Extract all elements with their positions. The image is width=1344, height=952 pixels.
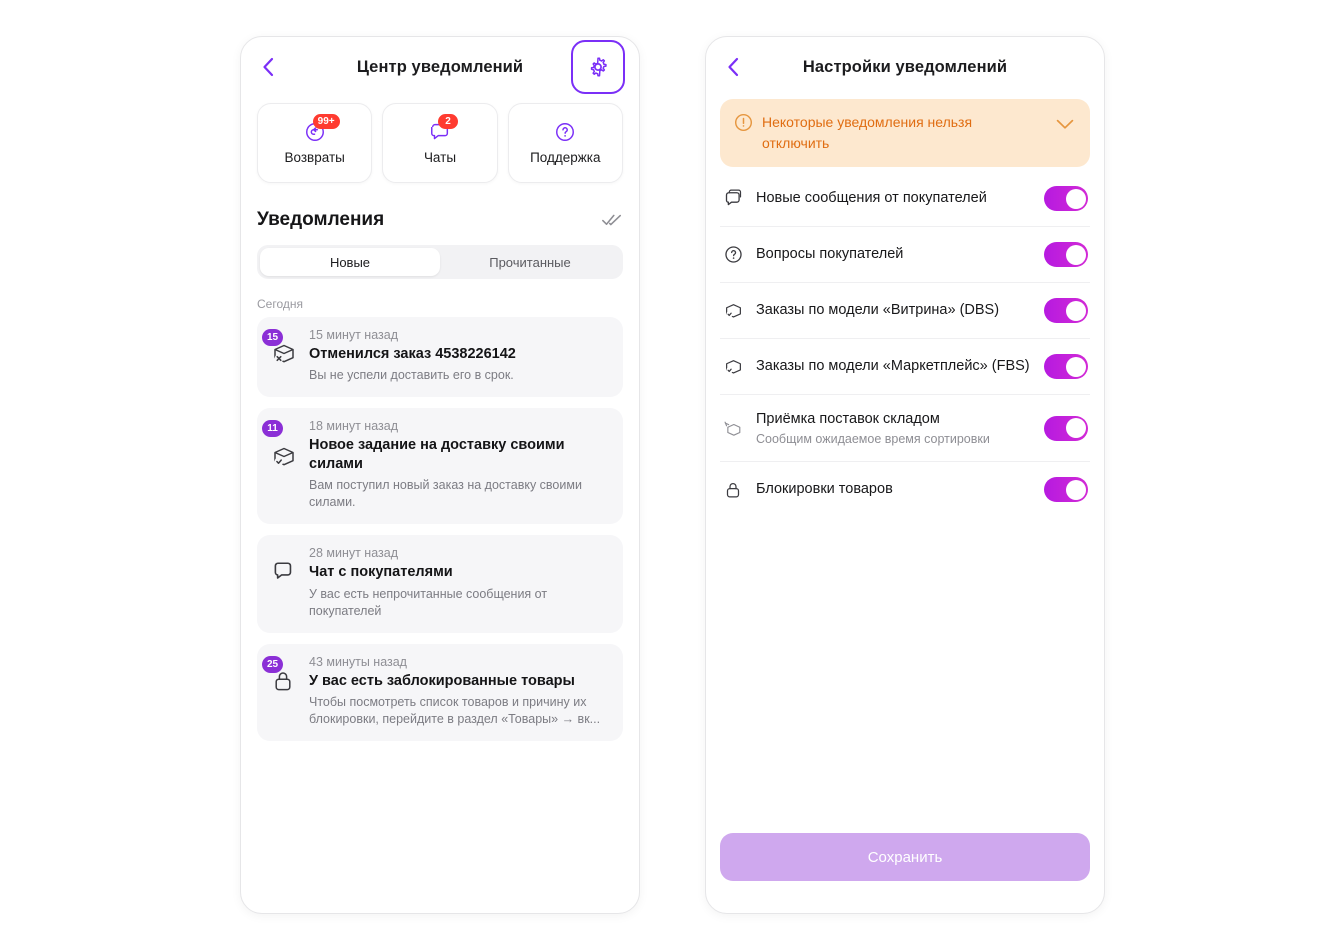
page-title: Центр уведомлений [356, 57, 524, 76]
setting-texts [756, 480, 1032, 500]
setting-label: Заказы по модели «Витрина» (DBS) [756, 302, 1000, 319]
notification-time: 28 минут назад [309, 546, 398, 561]
setting-subtitle: Сообщим ожидаемое время сортировки [756, 432, 990, 446]
toggle-knob [1066, 245, 1086, 265]
setting-label: Приёмка поставок складом [756, 411, 940, 428]
setting-row-dbs-orders [720, 283, 1090, 339]
tab-new[interactable]: Новые [260, 248, 440, 276]
double-check-icon [601, 212, 623, 228]
page-title: Настройки уведомлений [802, 57, 1008, 76]
alert-circle-icon [734, 113, 753, 132]
notification-list [241, 317, 639, 741]
notification-desc: Вы не успели доставить его в срок. [309, 368, 514, 383]
question-circle-icon [554, 121, 576, 143]
warehouse-box-icon [722, 417, 744, 439]
toggle-knob [1066, 480, 1086, 500]
notification-title: Новое задание на доставку своими силами [309, 437, 565, 473]
toggle-warehouse-acceptance[interactable] [1044, 416, 1088, 441]
tab-read[interactable]: Прочитанные [489, 254, 571, 270]
toggle-knob [1066, 357, 1086, 377]
notification-title: Чат с покупателями [309, 564, 453, 581]
notification-settings-screen [705, 36, 1105, 914]
toggle-buyer-questions[interactable] [1044, 242, 1088, 267]
setting-label: Блокировки товаров [756, 480, 893, 497]
quick-tiles [241, 97, 639, 183]
setting-label: Новые сообщения от покупателей [756, 190, 987, 207]
notification-time: 15 минут назад [309, 328, 398, 342]
warning-text: Некоторые уведомления нельзя отключить [762, 114, 973, 151]
setting-texts [756, 301, 1032, 321]
list-item[interactable] [257, 317, 623, 397]
settings-list [706, 167, 1104, 517]
setting-row-buyer-questions [720, 227, 1090, 283]
notifications-section-header [241, 183, 639, 241]
toggle-new-messages[interactable] [1044, 186, 1088, 211]
toggle-product-blocks[interactable] [1044, 477, 1088, 502]
tile-label: Возвраты [284, 150, 345, 165]
notification-badge: 25 [262, 656, 283, 673]
setting-label: Заказы по модели «Маркетплейс» (FBS) [756, 358, 1030, 375]
toggle-knob [1066, 418, 1086, 438]
setting-row-new-messages [720, 171, 1090, 227]
notification-title: У вас есть заблокированные товары [309, 672, 575, 689]
notification-desc: У вас есть непрочитанные сообщения от покупателей [309, 586, 548, 618]
chevron-down-icon[interactable] [1056, 117, 1074, 135]
tile-icon-wrap [300, 116, 335, 143]
chat-bubble-icon [722, 188, 744, 210]
box-check-icon [722, 356, 744, 378]
toggle-knob [1066, 189, 1086, 209]
notification-center-screen [240, 36, 640, 914]
notification-time: 18 минут назад [309, 419, 398, 434]
setting-row-fbs-orders [720, 339, 1090, 395]
back-button[interactable] [722, 56, 744, 78]
notification-time: 43 минуты назад [309, 654, 407, 669]
tile-support[interactable] [508, 103, 623, 183]
chevron-left-icon [262, 57, 274, 77]
day-label: Сегодня [257, 297, 303, 311]
list-item[interactable] [257, 408, 623, 524]
list-item[interactable] [257, 644, 623, 741]
tile-returns[interactable] [257, 103, 372, 183]
box-check-icon [270, 442, 298, 470]
gear-icon [586, 55, 610, 79]
warning-banner[interactable] [720, 99, 1090, 167]
tile-icon-wrap [550, 121, 580, 143]
setting-label: Вопросы покупателей [756, 246, 904, 263]
tile-label: Чаты [423, 150, 457, 165]
notification-desc: Чтобы посмотреть список товаров и причину их блокировки, перейдите в раздел «Товары» → вк... [309, 694, 601, 726]
question-circle-icon [722, 244, 744, 266]
setting-row-product-blocks [720, 462, 1090, 517]
tile-badge: 99+ [313, 114, 340, 129]
setting-texts [756, 357, 1032, 377]
left-header [241, 37, 639, 97]
lock-icon [722, 479, 744, 501]
notification-title: Отменился заказ 4538226142 [309, 346, 516, 362]
mark-all-read-button[interactable] [601, 212, 623, 228]
section-title: Уведомления [257, 209, 385, 230]
setting-texts [756, 245, 1032, 265]
chat-bubble-icon [270, 557, 298, 585]
tile-label: Поддержка [530, 150, 601, 165]
box-check-icon [722, 300, 744, 322]
list-item[interactable] [257, 535, 623, 632]
tile-badge: 2 [438, 114, 458, 129]
setting-row-warehouse-acceptance [720, 395, 1090, 462]
toggle-dbs-orders[interactable] [1044, 298, 1088, 323]
back-button[interactable] [257, 56, 279, 78]
tile-chats[interactable] [382, 103, 497, 183]
tile-icon-wrap [425, 116, 455, 143]
settings-button[interactable] [571, 40, 625, 94]
notification-desc: Вам поступил новый заказ на доставку своими силами. [309, 478, 582, 510]
notification-badge: 15 [262, 329, 283, 346]
right-header [706, 37, 1104, 97]
chevron-left-icon [727, 57, 739, 77]
save-button[interactable]: Сохранить [720, 833, 1090, 881]
setting-texts [756, 410, 1032, 446]
toggle-fbs-orders[interactable] [1044, 354, 1088, 379]
notification-badge: 11 [262, 420, 283, 437]
notification-tabs [257, 245, 623, 279]
setting-texts [756, 189, 1032, 209]
toggle-knob [1066, 301, 1086, 321]
